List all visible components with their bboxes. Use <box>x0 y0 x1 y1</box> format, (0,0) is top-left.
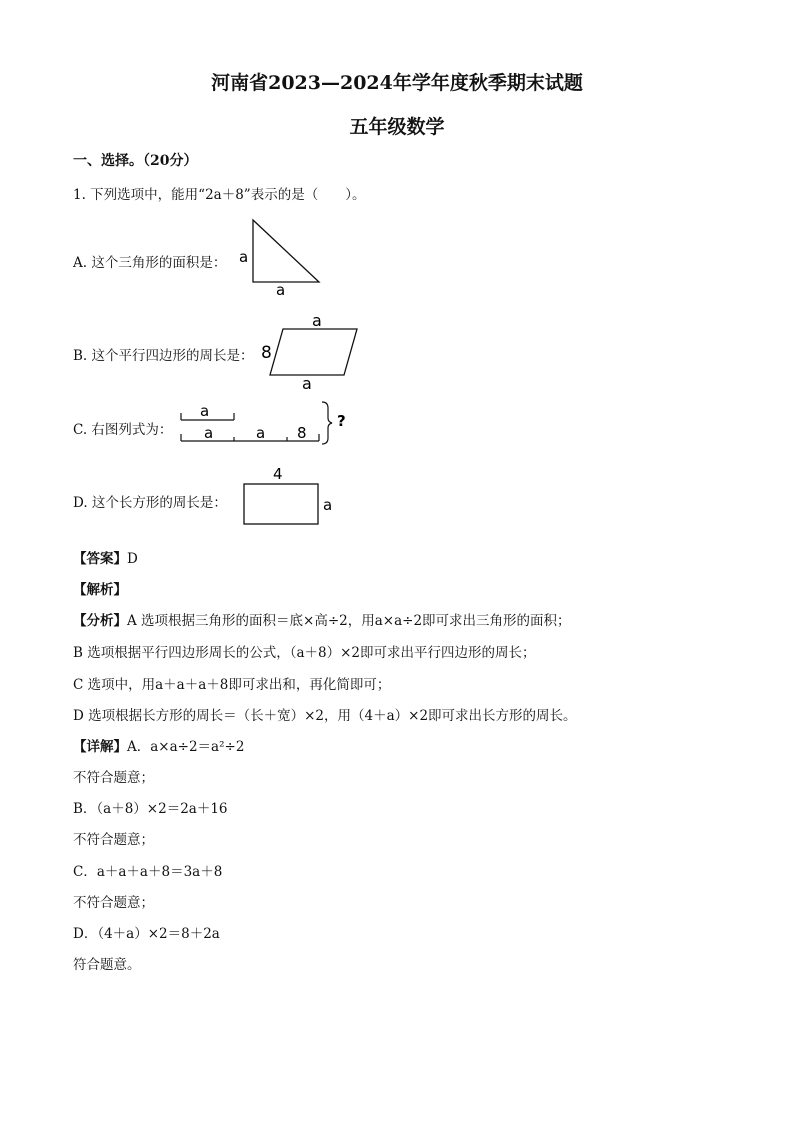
analysis-line-4: D 选项根据长方形的周长＝（长＋宽）×2，用（4＋a）×2即可求出长方形的周长。 <box>73 708 577 724</box>
bottom-segment-1-label: a <box>204 424 214 442</box>
answer-value: D <box>127 551 138 567</box>
detail-d-calc: D．（4＋a）×2＝8＋2a <box>73 926 220 942</box>
detail-label: 【详解】 <box>73 739 127 755</box>
section-heading: 一、选择。（20分） <box>73 153 198 169</box>
question-mark-label: ? <box>337 412 346 430</box>
page-subtitle: 五年级数学 <box>349 116 445 138</box>
analysis-line-2: B 选项根据平行四边形周长的公式，（a＋8）×2即可求出平行四边形的周长； <box>73 645 536 661</box>
rectangle-length-label: 4 <box>273 465 283 483</box>
answer-label: 【答案】 <box>73 551 127 567</box>
option-a-text: A. 这个三角形的面积是： <box>73 255 227 271</box>
option-d-text: D. 这个长方形的周长是： <box>73 495 227 511</box>
question-stem: 1. 下列选项中，能用“2a＋8”表示的是（ ）。 <box>73 187 366 203</box>
detail-line-a <box>73 735 244 755</box>
answer-line <box>73 547 138 567</box>
parallelogram-top-label: a <box>312 311 322 330</box>
segment-diagram <box>176 398 356 450</box>
option-b-text: B. 这个平行四边形的周长是： <box>73 348 254 364</box>
detail-a-calc: A．a×a÷2＝a²÷2 <box>127 739 245 755</box>
detail-d-result: 符合题意。 <box>73 957 141 973</box>
detail-c-calc: C．a＋a＋a＋8＝3a＋8 <box>73 864 223 880</box>
top-segment-label: a <box>200 402 210 420</box>
triangle-figure <box>236 214 326 298</box>
analysis-line-3: C 选项中，用a＋a＋a＋8即可求出和，再化简即可； <box>73 677 391 693</box>
option-c-text: C. 右图列式为： <box>73 422 173 438</box>
analysis-line-1 <box>73 609 571 629</box>
parallelogram-figure <box>256 309 366 391</box>
page-title: 河南省2023—2024年学年度秋季期末试题 <box>211 72 583 94</box>
analysis-heading: 【解析】 <box>73 582 127 598</box>
parallelogram-side-label: 8 <box>261 343 272 363</box>
triangle-height-label: a <box>239 248 249 266</box>
detail-a-result: 不符合题意； <box>73 770 154 786</box>
triangle-base-label: a <box>276 281 286 299</box>
detail-b-calc: B．（a＋8）×2＝2a＋16 <box>73 801 228 817</box>
detail-c-result: 不符合题意； <box>73 895 154 911</box>
analysis-label: 【分析】 <box>73 613 127 629</box>
rectangle-width-label: a <box>323 496 333 514</box>
curly-brace-icon <box>322 402 332 444</box>
analysis-text-1: A 选项根据三角形的面积＝底×高÷2，用a×a÷2即可求出三角形的面积； <box>127 613 571 629</box>
parallelogram-bottom-label: a <box>302 374 312 393</box>
detail-b-result: 不符合题意； <box>73 832 154 848</box>
bottom-segment-2-label: a <box>256 424 266 442</box>
rectangle-figure <box>238 462 338 528</box>
bottom-segment-3-label: 8 <box>297 424 307 442</box>
